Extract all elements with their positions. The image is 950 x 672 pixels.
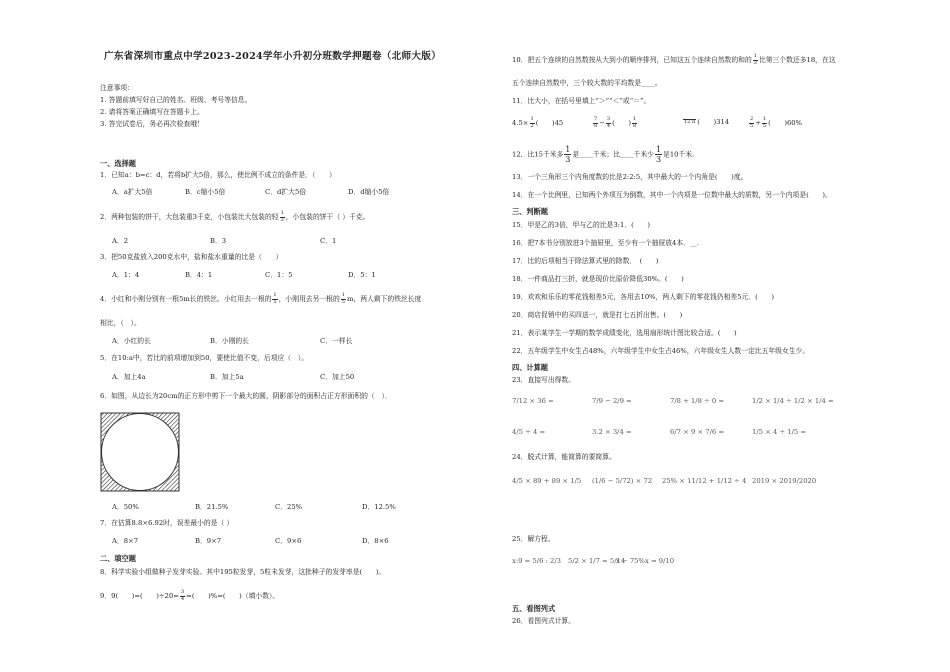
- question-20: 20．商店促销中的买四送一，就是打七五折出售。( ): [512, 311, 683, 319]
- equation-item: 5/2 × 1/7 = 5/14: [568, 557, 626, 565]
- question-5: 5．在10:a中，若比的前项增加到50，要使比值不变，后项应（ ）。: [100, 354, 309, 362]
- question-9: 9．9( )=( )÷20= $\frac{3}{4}$ =( )%=( )（填小数）。: [100, 589, 280, 602]
- section-heading-fill: 二、填空题: [100, 554, 136, 563]
- q7-option-b: B．9×7: [195, 537, 222, 545]
- note-item: 2. 请将答案正确填写在答题卡上。: [100, 108, 204, 116]
- q4-option-c: C．一样长: [320, 337, 353, 345]
- compare-item: $\frac{2}{5}$ + $\frac{1}{5}$ ( )60%: [750, 116, 803, 129]
- calc-item: 4/5 ÷ 4 =: [512, 428, 546, 436]
- question-4-cont: 相比，（ ）。: [100, 319, 141, 327]
- fraction: $\frac{1}{3}$: [753, 53, 757, 66]
- note-item: 3. 答完试卷后，务必再次检查哦！: [100, 120, 204, 128]
- q2-option-c: C．1: [320, 237, 337, 245]
- question-1: 1．已知a：b=c：d，若将b扩大5倍，那么，使比例不成立的条件是．（ ）: [100, 171, 336, 179]
- calc-item: 6/7 × 9 × 7/6 =: [670, 428, 725, 436]
- question-23: 23．直接写出得数。: [512, 376, 576, 384]
- q6-option-d: D．12.5%: [362, 503, 396, 511]
- question-24: 24．脱式计算，能简算的要简算。: [512, 453, 616, 461]
- compare-item: 4.5× $\frac{1}{2}$ ( )45: [512, 116, 564, 129]
- q1-option-c: C．d扩大5倍: [265, 188, 307, 196]
- calc-item: 25% × 11/12 + 1/12 ÷ 4: [662, 477, 747, 485]
- q2-text: ，小包装的饼干（ ）千克。: [285, 213, 370, 221]
- question-17: 17．比的后项相当于除法算式里的除数． ( ): [512, 257, 659, 265]
- calc-item: (1/6 − 5/72) × 72: [592, 477, 653, 485]
- calc-item: 3.2 × 3/4 =: [592, 428, 632, 436]
- section-heading-calc: 四、计算题: [512, 363, 548, 372]
- notes-heading: 注意事项：: [100, 84, 134, 92]
- question-7: 7．在估算8.8×6.92时，误差最小的是（ ）: [100, 519, 234, 527]
- fraction: $\frac{1}{5}$: [273, 292, 277, 305]
- question-10-cont: 五个连续自然数中，三个较大数的平均数是____。: [512, 79, 662, 87]
- question-2: [100, 211, 370, 223]
- note-item: 1. 答题前填写好自己的姓名、班级、考号等信息。: [100, 96, 252, 104]
- q7-option-c: C．9×6: [275, 537, 302, 545]
- question-13: 13．一个三角形三个内角度数的比是2:2:5，其中最大的一个内角是( )度。: [512, 173, 748, 181]
- paper-title: 广东省深圳市重点中学2023-2024学年小升初分班数学押题卷（北师大版）: [104, 51, 442, 62]
- q6-option-b: B．21.5%: [195, 503, 229, 511]
- question-15: 15．甲是乙的3倍，甲与乙的比是3:1．( ): [512, 221, 650, 229]
- q2-option-b: B．3: [210, 237, 227, 245]
- q3-option-d: D．5：1: [348, 271, 376, 279]
- question-6: 6．如图，从边长为20cm的正方形中剪下一个最大的圆，阴影部分的面积占正方形面积的（ ）．: [100, 392, 392, 400]
- calc-item: 7/12 × 36 =: [512, 397, 554, 405]
- question-11: 11．比大小，在括号里填上“＞”“＜”或“＝”。: [512, 97, 651, 105]
- q2-text: 2．两种包装的饼干，大包装重3千克，小包装比大包装的轻: [100, 213, 279, 221]
- calc-item: 2019 × 2019/2020: [752, 477, 817, 485]
- square-circle-figure: [100, 412, 180, 492]
- q7-option-d: D．8×6: [362, 537, 389, 545]
- q5-option-c: C．加上50: [320, 373, 355, 381]
- q1-option-b: B．c缩小5倍: [185, 188, 226, 196]
- section-heading-choice: 一、选择题: [100, 159, 136, 168]
- question-21: 21．表示某学生一学期的数学成绩变化，选用扇形统计图比较合适。( ): [512, 329, 737, 337]
- q4-option-a: A．小红的长: [112, 337, 151, 345]
- compare-item: $\frac{7}{8}$ − $\frac{3}{4}$ ( ) $\frac{1}{8}$: [594, 116, 637, 129]
- inscribed-circle: [102, 414, 179, 491]
- question-16: 16．把7本书分别放进3个抽屉里，至少有一个抽屉放4本．__.: [512, 239, 699, 247]
- q1-option-a: A．a扩大5倍: [112, 188, 153, 196]
- calc-item: 1/5 × 4 ÷ 1/5 =: [752, 428, 807, 436]
- q3-option-a: A．1：4: [112, 271, 140, 279]
- calc-item: 7/8 + 1/8 ÷ 0 =: [670, 397, 725, 405]
- question-25: 25．解方程。: [512, 535, 555, 543]
- q1-option-d: D．d缩小5倍: [348, 188, 390, 196]
- q5-option-a: A．加上4a: [112, 373, 146, 381]
- q5-option-b: B．加上5a: [210, 373, 244, 381]
- section-heading-judge: 三、判断题: [512, 207, 548, 216]
- q6-option-a: A．50%: [112, 503, 139, 511]
- compare-item: 12 π ( )314: [684, 118, 730, 126]
- fraction: $\frac{1}{5}$: [341, 292, 345, 305]
- question-4: 4．小红和小刚分别有一根5m长的铁丝。小红用去一根的 $\frac{1}{5}$ ，小刚用去另一根的 $\frac{1}{5}$ m，两人剩下的铁丝长度: [100, 292, 422, 305]
- question-22: 22．五年级学生中女生占48%，六年级学生中女生占46%，六年级女生人数一定比五年级女生少。: [512, 347, 810, 355]
- question-19: 19．欢欢和乐乐的零花钱相差5元，各用去10%，两人剩下的零花钱仍相差5元．( ): [512, 293, 775, 301]
- calc-item: 4/5 × 89 + 89 × 1/5: [512, 477, 582, 485]
- q3-option-c: C．1：5: [265, 271, 293, 279]
- equation-item: x:9 = 5/6 : 2/3: [512, 557, 561, 565]
- q3-option-b: B．4：1: [185, 271, 213, 279]
- question-26: 26．看图列式计算。: [512, 617, 576, 625]
- q2-option-a: A．2: [112, 237, 129, 245]
- calc-item: 1/2 × 1/4 ÷ 1/2 × 1/4 =: [752, 397, 834, 405]
- calc-item: 7/9 − 2/9 =: [592, 397, 632, 405]
- question-10: 10．把五个连续的自然数按从大到小的顺序排列，已知这五个连续自然数的和的 $\frac{1}{3}$ 比第三个数还多18，在这: [512, 53, 836, 66]
- fraction: $\frac{3}{4}$: [180, 589, 185, 602]
- question-14: 14．在一个比例里，已知两个外项互为倒数，其中一个内项是一位数中最大的质数，另一个内项是( )。: [512, 191, 832, 199]
- fraction: $\frac{1}{3}$: [280, 210, 284, 223]
- q4-option-b: B．小刚的长: [210, 337, 249, 345]
- question-18: 18．一件商品打三折，就是现价比原价降低30%。( ): [512, 275, 684, 283]
- section-heading-picture: 五、看图列式: [512, 604, 556, 613]
- question-12: 12．比15千米多 $\frac{1}{3}$ 是____千米；比____千米少 $\frac{1}{3}$ 是10千米.: [512, 145, 695, 164]
- question-8: 8．科学实验小组做种子发芽实验。其中195粒发芽，5粒未发芽，这批种子的发芽率是( )。: [100, 568, 386, 576]
- question-3: 3．把50克盐放入200克水中，盐和盐水重量的比是（ ）: [100, 253, 283, 261]
- q6-option-c: C．25%: [275, 503, 303, 511]
- q7-option-a: A．8×7: [112, 537, 139, 545]
- equation-item: x − 75%x = 9/10: [616, 557, 675, 565]
